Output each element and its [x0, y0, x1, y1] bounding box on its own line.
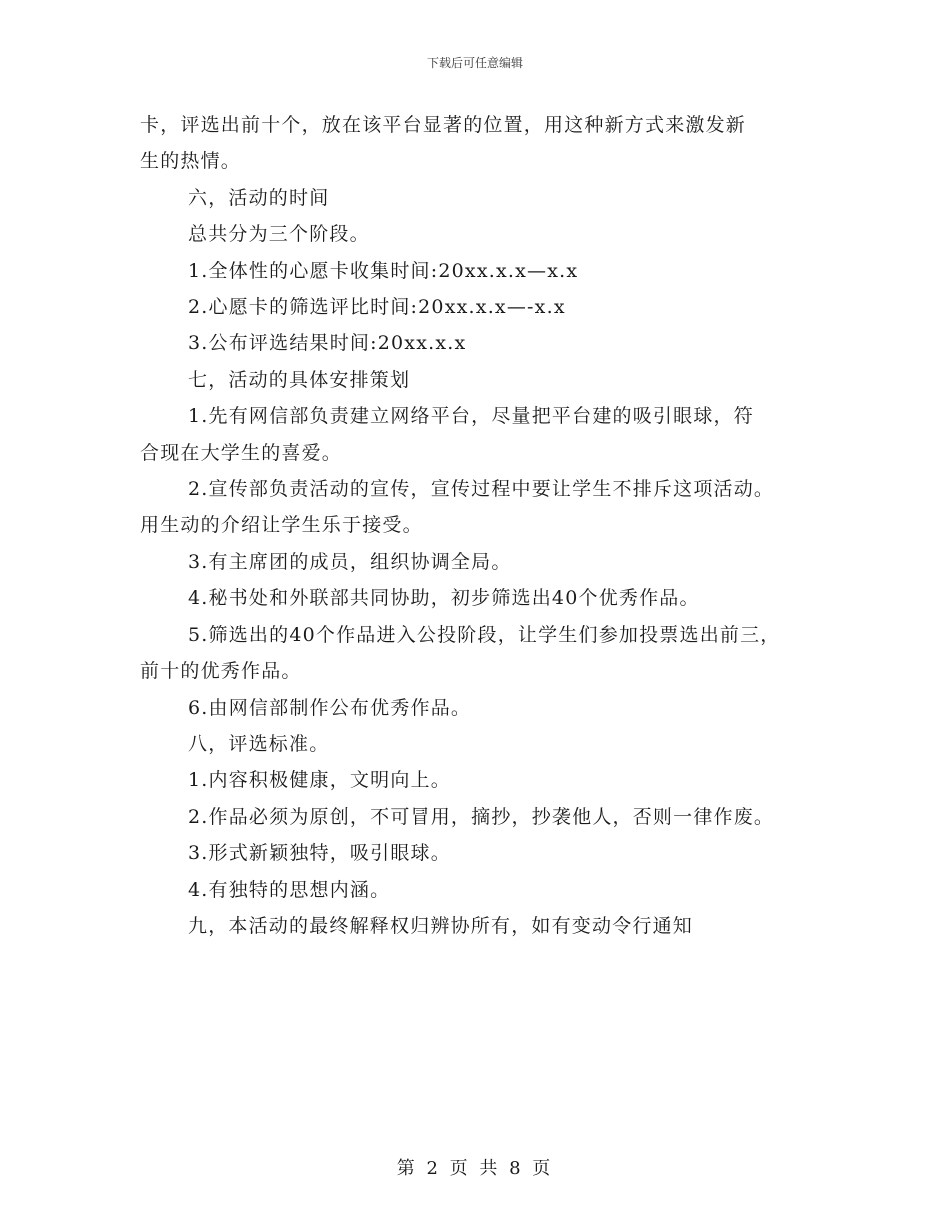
text-line: 用生动的介绍让学生乐于接受。	[140, 514, 423, 537]
list-item: 3.形式新颖独特，吸引眼球。	[188, 842, 451, 865]
list-item: 4.有独特的思想内涵。	[188, 878, 391, 901]
list-item: 5.筛选出的40个作品进入公投阶段，让学生们参加投票选出前三，	[188, 623, 781, 646]
text-line: 前十的优秀作品。	[140, 660, 302, 683]
list-item: 2.宣传部负责活动的宣传，宣传过程中要让学生不排斥这项活动。	[188, 478, 775, 501]
list-item: 2.作品必须为原创，不可冒用，摘抄，抄袭他人，否则一律作废。	[188, 805, 775, 828]
text-line: 合现在大学生的喜爱。	[140, 441, 343, 464]
page-number: 第 2 页 共 8 页	[396, 1158, 554, 1179]
list-item: 1.内容积极健康，文明向上。	[188, 769, 451, 792]
document-body	[140, 107, 820, 944]
list-item: 3.公布评选结果时间:20xx.x.x	[188, 332, 467, 355]
text-line: 生的热情。	[140, 150, 242, 173]
list-item: 3.有主席团的成员，组织协调全局。	[188, 550, 512, 573]
text-line: 总共分为三个阶段。	[188, 223, 370, 246]
list-item: 6.由网信部制作公布优秀作品。	[188, 696, 472, 719]
list-item: 1.全体性的心愿卡收集时间:20xx.x.x—x.x	[188, 259, 579, 282]
section-heading: 七，活动的具体安排策划	[188, 368, 411, 391]
section-heading: 九，本活动的最终解释权归辨协所有，如有变动令行通知	[188, 914, 694, 937]
list-item: 1.先有网信部负责建立网络平台，尽量把平台建的吸引眼球，符	[188, 405, 754, 428]
section-heading: 八，评选标准。	[188, 732, 330, 755]
list-item: 4.秘书处和外联部共同协助，初步筛选出40个优秀作品。	[188, 587, 700, 610]
text-line: 卡，评选出前十个，放在该平台显著的位置，用这种新方式来激发新	[140, 114, 747, 136]
header-note: 下载后可任意编辑	[426, 56, 523, 70]
list-item: 2.心愿卡的筛选评比时间:20xx.x.x—-x.x	[188, 296, 566, 319]
section-heading: 六，活动的时间	[188, 186, 330, 209]
